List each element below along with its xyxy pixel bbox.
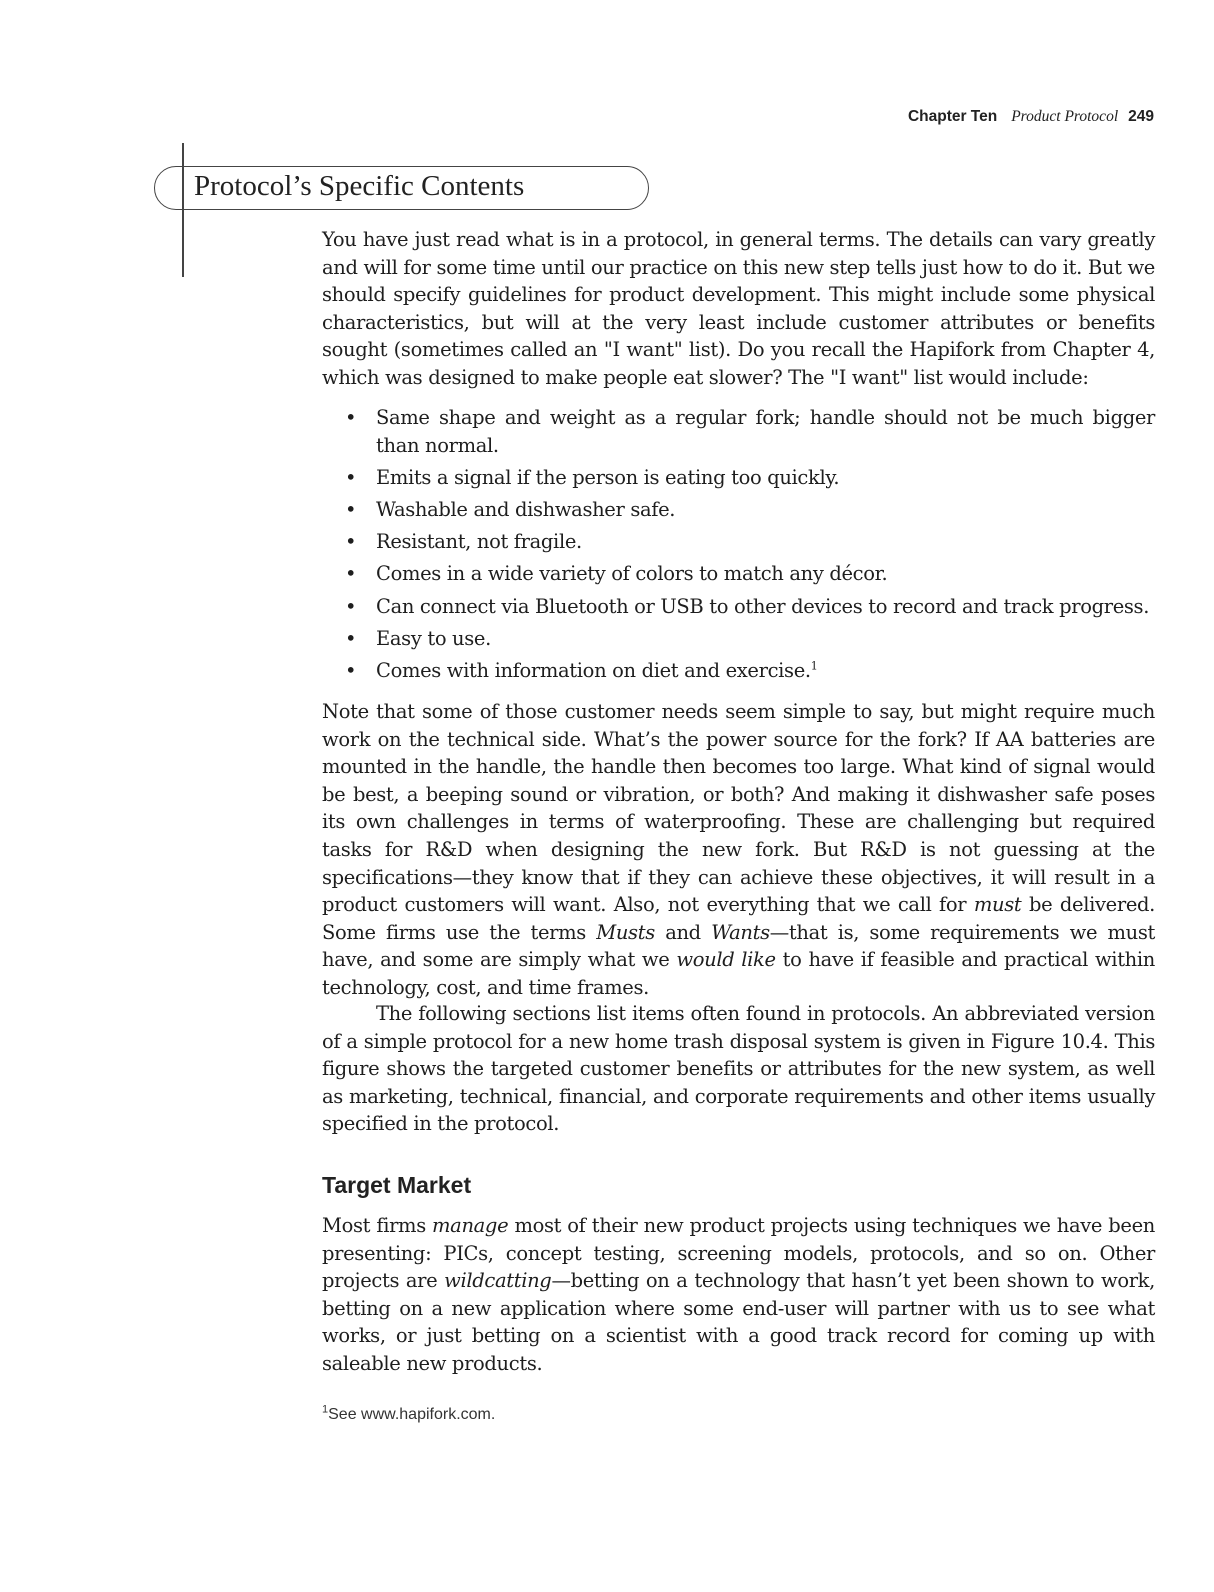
list-item <box>340 560 1155 588</box>
section-vertical-rule <box>182 143 184 277</box>
bullet-marker: • <box>345 497 357 521</box>
running-head-chapter: Chapter Ten <box>907 108 998 125</box>
i-want-list <box>340 404 1155 689</box>
page-number: 249 <box>1128 108 1154 125</box>
bullet-marker: • <box>345 626 357 650</box>
paragraph-4 <box>322 1212 1155 1378</box>
paragraph-2-part-1: Note that some of those customer needs seem simple to say, but might require much work on the technical side. What’s the power source for the fork? If AA batteries are mounted in the handle, the handle then becomes too large. What kind of signal would be best, a beeping sound or vibration, or both? And making it dishwasher safe poses its own challenges in terms of waterproofing. These are challenging but required tasks for R&D when designing the new fork. But R&D is not guessing at the specifications—they know that if they can achieve these objectives, it will result in a product customers will want. Also, not everything that we call for <box>322 700 1155 917</box>
paragraph-2-emphasis-1: must <box>973 893 1022 917</box>
footnote-text: See www.hapifork.com. <box>328 1406 496 1423</box>
list-item-text: Can connect via Bluetooth or USB to other devices to record and track progress. <box>376 594 1150 618</box>
paragraph-2-emphasis-3: Wants <box>711 920 770 944</box>
bullet-marker: • <box>345 562 357 586</box>
bullet-marker: • <box>345 465 357 489</box>
paragraph-3-text: The following sections list items often found in protocols. An abbreviated version of a simple protocol for a new home trash disposal system is given in Figure 10.4. This figure shows the targeted customer benefits or attributes for the new system, as well as marketing, technical, financial, and corporate requirements and other items usually specified in the protocol. <box>322 1002 1155 1136</box>
paragraph-2-part-3: and <box>654 920 712 944</box>
footnote-marker: 1 <box>322 1403 329 1416</box>
paragraph-4-part-2: most of their new product projects using techniques we have been presenting: PICs, concept testing, screening models, protocols, and so on. Other projects are <box>322 1214 1155 1293</box>
running-head-title: Product Protocol <box>1011 108 1119 125</box>
paragraph-2 <box>322 698 1155 1002</box>
bullet-marker: • <box>345 658 357 682</box>
list-item-text: Same shape and weight as a regular fork; handle should not be much bigger than normal. <box>376 406 1155 457</box>
list-item-text: Easy to use. <box>376 626 491 650</box>
paragraph-2-text <box>322 698 1155 1002</box>
list-item-text: Resistant, not fragile. <box>376 530 582 554</box>
bullet-marker: • <box>345 594 357 618</box>
list-item <box>340 657 1155 685</box>
paragraph-4-part-1: Most firms <box>322 1214 433 1237</box>
list-item <box>340 593 1155 621</box>
list-item <box>340 464 1155 492</box>
paragraph-1-text: You have just read what is in a protocol, in general terms. The details can vary greatly and will for some time until our practice on this new step tells just how to do it. But we should specify guidelines for product development. This might include some physical characteristics, but will at the very least include customer attributes or benefits sought (sometimes called an "I want" list). Do you recall the Hapifork from Chapter 4, which was designed to make people eat slower? The "I want" list would include: <box>322 228 1155 389</box>
list-item <box>340 404 1155 459</box>
list-item-text: Comes in a wide variety of colors to match any décor. <box>376 562 888 586</box>
paragraph-4-part-3: —betting on a technology that hasn’t yet been shown to work, betting on a new application where some end-user will partner with us to see what works, or just betting on a scientist with a good track record for coming up with saleable new products. <box>322 1269 1155 1375</box>
paragraph-4-text <box>322 1212 1155 1378</box>
running-head <box>600 108 1154 126</box>
footnote <box>322 1403 496 1424</box>
list-item <box>340 496 1155 524</box>
footnote-reference[interactable]: 1 <box>810 659 818 673</box>
list-item-text: Comes with information on diet and exercise. <box>376 658 811 682</box>
paragraph-4-emphasis-1: manage <box>432 1214 509 1237</box>
list-item <box>340 528 1155 556</box>
paragraph-2-emphasis-2: Musts <box>596 920 655 944</box>
paragraph-2-part-5: to have if feasible and practical within technology, cost, and time frames. <box>322 948 1155 999</box>
bullet-marker: • <box>345 530 357 554</box>
paragraph-3 <box>322 1000 1155 1138</box>
list-item-text: Washable and dishwasher safe. <box>376 497 676 521</box>
subheading-target-market: Target Market <box>322 1172 472 1198</box>
paragraph-4-emphasis-2: wildcatting <box>444 1269 552 1293</box>
list-item-text: Emits a signal if the person is eating too quickly. <box>376 465 840 489</box>
list-item <box>340 625 1155 653</box>
paragraph-2-emphasis-4: would like <box>676 948 776 972</box>
paragraph-2-part-4: —that is, some requirements we must have, and some are simply what we <box>322 920 1155 972</box>
paragraph-1 <box>322 226 1155 392</box>
section-title: Protocol’s Specific Contents <box>194 170 525 202</box>
bullet-marker: • <box>345 406 357 429</box>
paragraph-2-part-2: be delivered. Some firms use the terms <box>322 893 1155 944</box>
